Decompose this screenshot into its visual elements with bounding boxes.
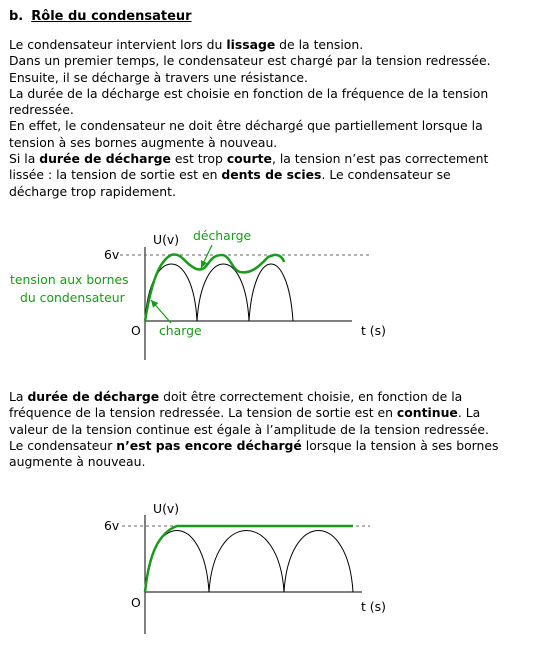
- paragraph-intro: [9, 37, 554, 200]
- text: doit être correctement choisie, en fonction de la: [159, 389, 463, 404]
- bold-text: n’est pas encore déchargé: [116, 437, 302, 453]
- text: Si la: [9, 151, 40, 167]
- tension-label-line2: du condensateur: [20, 290, 125, 305]
- text: fréquence de la tension redressée. La tension de sortie est en: [9, 405, 397, 421]
- text-line: redressée.: [9, 102, 74, 118]
- bold-text: durée de décharge: [27, 389, 160, 404]
- bold-text: durée de décharge: [39, 151, 171, 167]
- text-line: La durée de la décharge est choisie en fonction de la fréquence de la tension: [9, 85, 489, 101]
- bold-text: courte: [226, 151, 272, 167]
- x-axis-label: t (s): [361, 599, 386, 614]
- text: de la tension.: [275, 37, 364, 52]
- section-number: b.: [9, 9, 24, 24]
- tension-label-line1: tension aux bornes: [10, 272, 129, 287]
- text-line: Ensuite, il se décharge à travers une résistance.: [9, 69, 308, 85]
- level-label: 6v: [104, 518, 120, 533]
- graph-sawtooth: [0, 215, 560, 365]
- text: lorsque la tension à ses bornes: [301, 437, 499, 453]
- text: , la tension n’est pas correctement: [271, 151, 489, 167]
- rectified-voltage-curve: [145, 264, 293, 321]
- decharge-label: décharge: [193, 228, 252, 243]
- section-title: Rôle du condensateur: [31, 9, 192, 24]
- text: . La: [457, 405, 481, 421]
- origin-label: O: [131, 323, 141, 338]
- text-line: valeur de la tension continue est égale à l’amplitude de la tension redressée.: [9, 421, 489, 437]
- text-line: décharge trop rapidement.: [9, 183, 176, 199]
- bold-text: lissage: [226, 37, 276, 52]
- capacitor-voltage-curve: [145, 254, 284, 321]
- charge-label: charge: [159, 323, 202, 338]
- y-axis-label: U(v): [153, 232, 180, 247]
- capacitor-voltage-curve: [145, 526, 353, 592]
- section-heading: [9, 9, 192, 24]
- text: La: [9, 389, 28, 404]
- x-axis-label: t (s): [361, 323, 386, 338]
- origin-label: O: [131, 595, 141, 610]
- text-line: tension à ses bornes augmente à nouveau.: [9, 134, 278, 150]
- y-axis-label: U(v): [153, 501, 180, 516]
- bold-text: dents de scies: [221, 167, 322, 183]
- text: Le condensateur: [9, 437, 117, 453]
- rectified-voltage-curve: [145, 531, 353, 593]
- charge-arrow: [151, 300, 171, 323]
- text: est trop: [170, 151, 227, 167]
- text-line: augmente à nouveau.: [9, 454, 146, 470]
- level-label: 6v: [104, 247, 120, 262]
- text-line: Dans un premier temps, le condensateur est chargé par la tension redressée.: [9, 53, 491, 69]
- text-line: En effet, le condensateur ne doit être déchargé que partiellement lorsque la: [9, 118, 483, 134]
- text: lissée : la tension de sortie est en: [9, 167, 222, 183]
- paragraph-continue: [9, 389, 554, 470]
- text: . Le condensateur se: [321, 167, 451, 183]
- text: Le condensateur intervient lors du: [9, 37, 227, 52]
- graph-continuous: [0, 495, 560, 645]
- bold-text: continue: [396, 405, 458, 421]
